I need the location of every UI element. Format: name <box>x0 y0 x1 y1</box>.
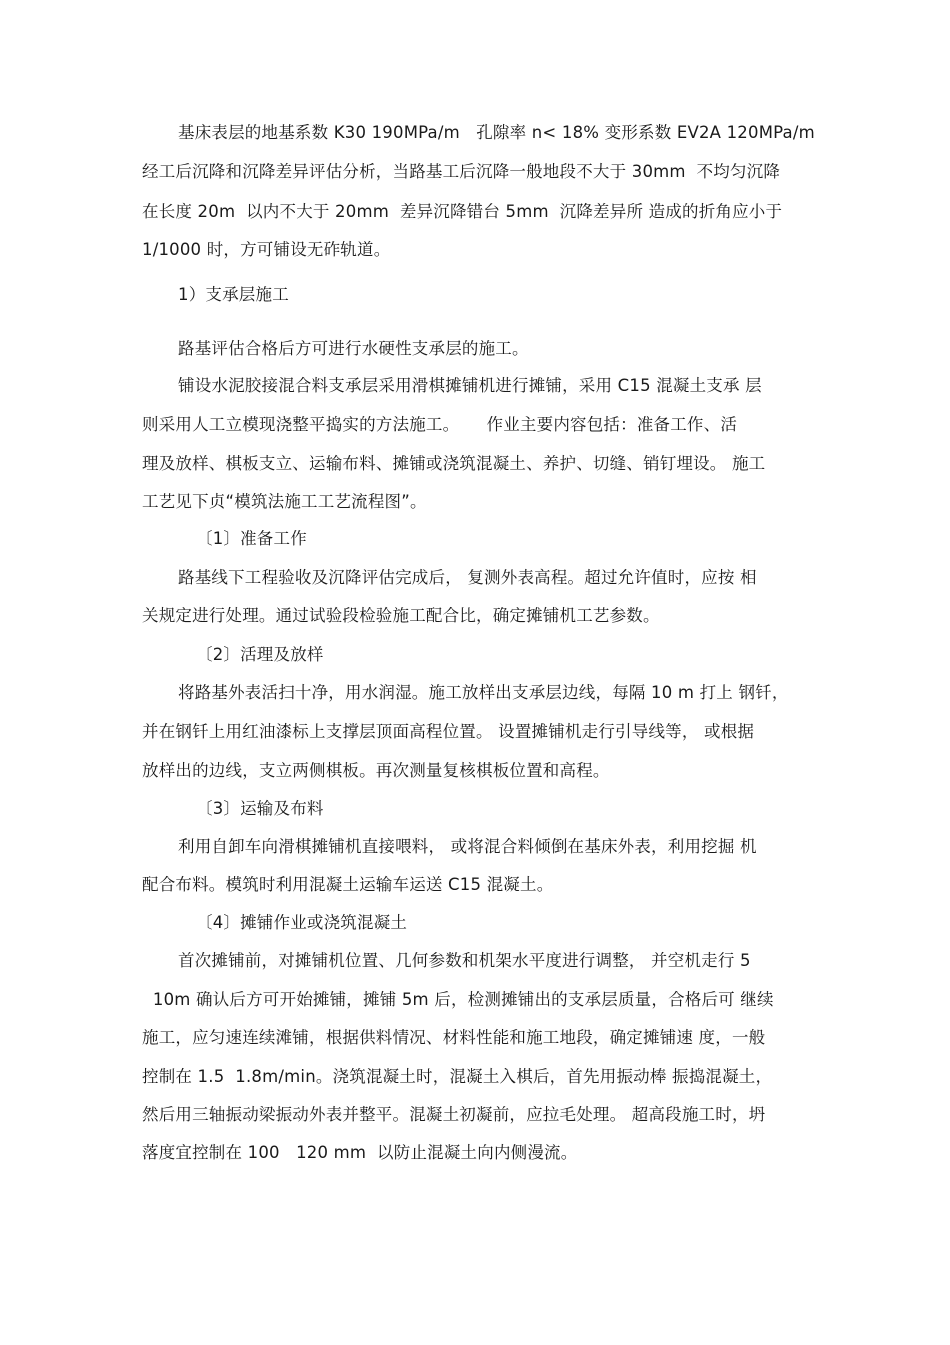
paragraph-line: 关规定进行处理。通过试验段检验施工配合比，确定摊铺机工艺参数。 <box>142 606 660 625</box>
subsection-heading: 〔4〕摊铺作业或浇筑混凝土 <box>196 913 408 932</box>
paragraph-line: 利用自卸车向滑棋摊铺机直接喂料， 或将混合料倾倒在基床外表，利用挖掘 机 <box>178 837 757 856</box>
paragraph-line: 首次摊铺前，对摊铺机位置、几何参数和机架水平度进行调整， 并空机走行 5 <box>178 951 751 970</box>
paragraph-line: 并在钢钎上用红油漆标上支撑层顶面高程位置。 设置摊铺机走行引导线等， 或根据 <box>142 722 755 741</box>
paragraph-line: 铺设水泥胶接混合料支承层采用滑棋摊铺机进行摊铺，采用 C15 混凝土支承 层 <box>178 376 762 395</box>
subsection-heading: 〔2〕活理及放样 <box>196 645 324 664</box>
paragraph-line: 落度宜控制在 100 120 mm 以防止混凝土向内侧漫流。 <box>142 1143 578 1162</box>
subsection-heading: 〔1〕准备工作 <box>196 529 307 548</box>
section-heading: 1）支承层施工 <box>178 285 289 304</box>
paragraph-line: 放样出的边线，支立两侧棋板。再次测量复核棋板位置和高程。 <box>142 761 610 780</box>
subsection-heading: 〔3〕运输及布料 <box>196 799 324 818</box>
paragraph-line: 然后用三轴振动梁振动外表并整平。混凝土初凝前，应拉毛处理。 超高段施工时，坍 <box>142 1105 766 1124</box>
paragraph-line: 施工，应匀速连续滩铺，根据供料情况、材料性能和施工地段，确定摊铺速 度，一般 <box>142 1028 766 1047</box>
paragraph-line: 控制在 1.5 1.8m/min。浇筑混凝土时，混凝土入棋后，首先用振动棒 振捣混凝土， <box>142 1067 773 1086</box>
paragraph-line: 工艺见下贞“模筑法施工工艺流程图”。 <box>142 492 427 511</box>
paragraph-line: 1/1000 时，方可铺设无砟轨道。 <box>142 240 391 259</box>
paragraph-line: 路基线下工程验收及沉降评估完成后， 复测外表高程。超过允许值时，应按 相 <box>178 568 757 587</box>
paragraph-line: 配合布料。模筑时利用混凝土运输车运送 C15 混凝土。 <box>142 875 554 894</box>
paragraph-line: 10m 确认后方可开始摊铺，摊铺 5m 后，检测摊铺出的支承层质量，合格后可 继续 <box>142 990 774 1009</box>
paragraph-line: 基床表层的地基系数 K30 190MPa/m 孔隙率 n< 18% 变形系数 EV2A 120MPa/m <box>178 123 815 142</box>
paragraph-line: 经工后沉降和沉降差异评估分析，当路基工后沉降一般地段不大于 30mm 不均匀沉降 <box>142 162 781 181</box>
paragraph-line: 理及放样、棋板支立、运输布料、摊铺或浇筑混凝土、养护、切缝、销钉埋设。 施工 <box>142 454 766 473</box>
paragraph-line: 则采用人工立模现浇整平捣实的方法施工。 作业主要内容包括：准备工作、活 <box>142 415 738 434</box>
paragraph-line: 路基评估合格后方可进行水硬性支承层的施工。 <box>178 339 529 358</box>
paragraph-line: 将路基外表活扫十净，用水润湿。施工放样出支承层边线，每隔 10 m 打上 钢钎， <box>178 683 789 702</box>
paragraph-line: 在长度 20m 以内不大于 20mm 差异沉降错台 5mm 沉降差异所 造成的折角应小于 <box>142 202 783 221</box>
